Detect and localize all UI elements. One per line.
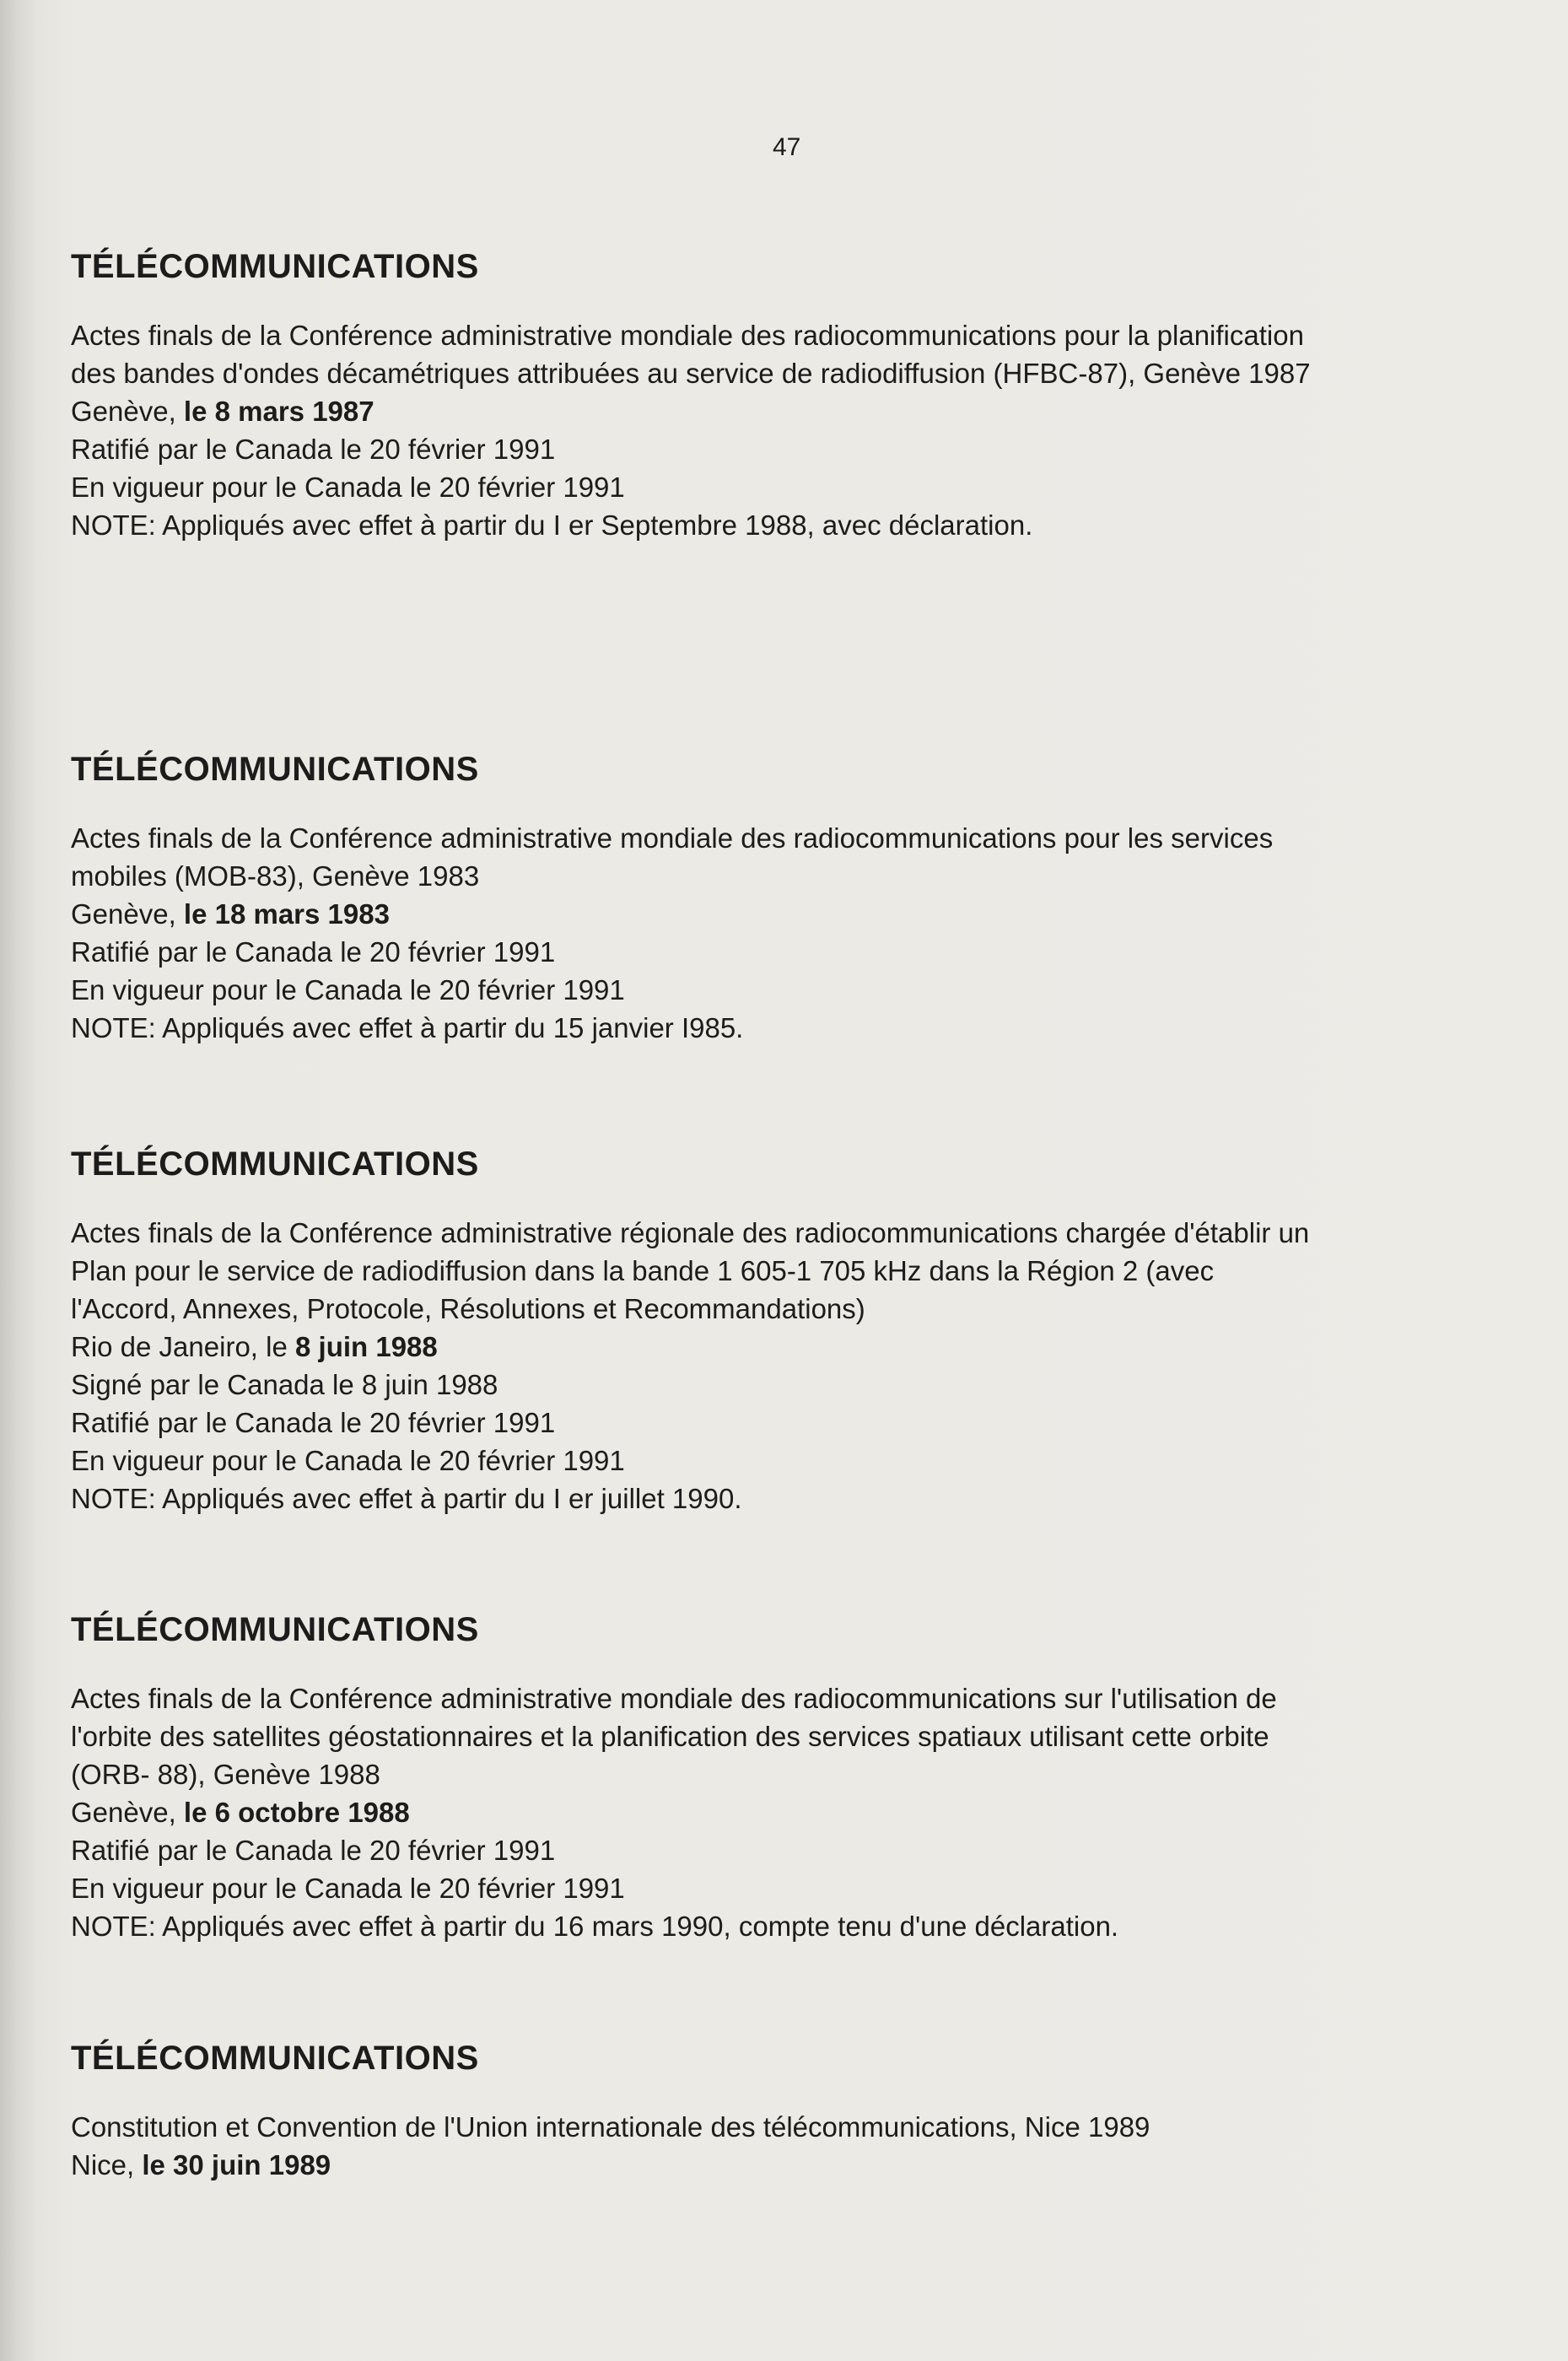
entry-into-force-line: En vigueur pour le Canada le 20 février 1991 [71, 974, 625, 1005]
signing-place-date [71, 1793, 1547, 1831]
signing-date: le 18 mars 1983 [183, 898, 390, 930]
note-line: NOTE: Appliqués avec effet à partir du I er juillet 1990. [71, 1483, 742, 1514]
note-line: NOTE: Appliqués avec effet à partir du 15 janvier I985. [71, 1012, 744, 1043]
page-number: 47 [773, 133, 801, 161]
treaty-title-line: Plan pour le service de radiodiffusion dans la bande 1 605-1 705 kHz dans la Région 2 (avec [71, 1255, 1215, 1286]
treaty-title-line: l'orbite des satellites géostationnaires et la planification des services spatiaux utilisant cette orbite [71, 1721, 1269, 1752]
ratification-line: Ratifié par le Canada le 20 février 1991 [71, 434, 556, 465]
note-line: NOTE: Appliqués avec effet à partir du 16 mars 1990, compte tenu d'une déclaration. [71, 1911, 1119, 1942]
entry-into-force-line: En vigueur pour le Canada le 20 février 1991 [71, 1873, 625, 1904]
treaty-title-line: Constitution et Convention de l'Union internationale des télécommunications, Nice 1989 [71, 2111, 1150, 2143]
signing-date: le 8 mars 1987 [183, 396, 374, 427]
signing-date: le 6 octobre 1988 [183, 1797, 410, 1828]
signing-place-date [71, 392, 1547, 430]
entry-into-force-line: En vigueur pour le Canada le 20 février 1991 [71, 472, 625, 503]
note-line: NOTE: Appliqués avec effet à partir du I er Septembre 1988, avec déclaration. [71, 509, 1033, 541]
treaty-title-line: (ORB- 88), Genève 1988 [71, 1759, 380, 1790]
treaty-title-line: Actes finals de la Conférence administrative mondiale des radiocommunications pour la planification [71, 320, 1304, 351]
treaty-entry-hfbc-87 [71, 248, 1547, 544]
signing-place: Genève, [71, 898, 176, 930]
section-title: TÉLÉCOMMUNICATIONS [71, 1145, 479, 1183]
treaty-title-line: Actes finals de la Conférence administrative mondiale des radiocommunications sur l'utilisation de [71, 1683, 1277, 1714]
signing-place: Nice, [71, 2149, 135, 2180]
treaty-entry-itu-constitution [71, 2040, 1547, 2184]
signature-line: Signé par le Canada le 8 juin 1988 [71, 1369, 498, 1400]
signing-place: Rio de Janeiro, le [71, 1331, 288, 1362]
signing-place: Genève, [71, 1797, 176, 1828]
treaty-title-line: l'Accord, Annexes, Protocole, Résolutions et Recommandations) [71, 1293, 865, 1324]
signing-place: Genève, [71, 396, 176, 427]
treaty-entry-mob-83 [71, 751, 1547, 1047]
signing-date: 8 juin 1988 [295, 1331, 438, 1362]
section-title: TÉLÉCOMMUNICATIONS [71, 751, 479, 788]
entry-into-force-line: En vigueur pour le Canada le 20 février 1991 [71, 1445, 625, 1476]
signing-place-date [71, 1328, 1547, 1366]
ratification-line: Ratifié par le Canada le 20 février 1991 [71, 936, 556, 968]
treaty-entry-orb-88 [71, 1611, 1547, 1945]
section-title: TÉLÉCOMMUNICATIONS [71, 2040, 479, 2077]
section-title: TÉLÉCOMMUNICATIONS [71, 248, 479, 285]
ratification-line: Ratifié par le Canada le 20 février 1991 [71, 1407, 556, 1438]
treaty-title-line: des bandes d'ondes décamétriques attribuées au service de radiodiffusion (HFBC-87), Genève 1987 [71, 358, 1311, 389]
signing-place-date [71, 2146, 1547, 2184]
ratification-line: Ratifié par le Canada le 20 février 1991 [71, 1835, 556, 1866]
signing-place-date [71, 895, 1547, 933]
treaty-title-line: Actes finals de la Conférence administrative régionale des radiocommunications chargée d'établir un [71, 1217, 1310, 1248]
treaty-entry-region-2-broadcasting [71, 1145, 1547, 1517]
signing-date: le 30 juin 1989 [142, 2149, 331, 2180]
treaty-title-line: mobiles (MOB-83), Genève 1983 [71, 860, 480, 892]
section-title: TÉLÉCOMMUNICATIONS [71, 1611, 479, 1648]
treaty-title-line: Actes finals de la Conférence administrative mondiale des radiocommunications pour les services [71, 822, 1274, 854]
